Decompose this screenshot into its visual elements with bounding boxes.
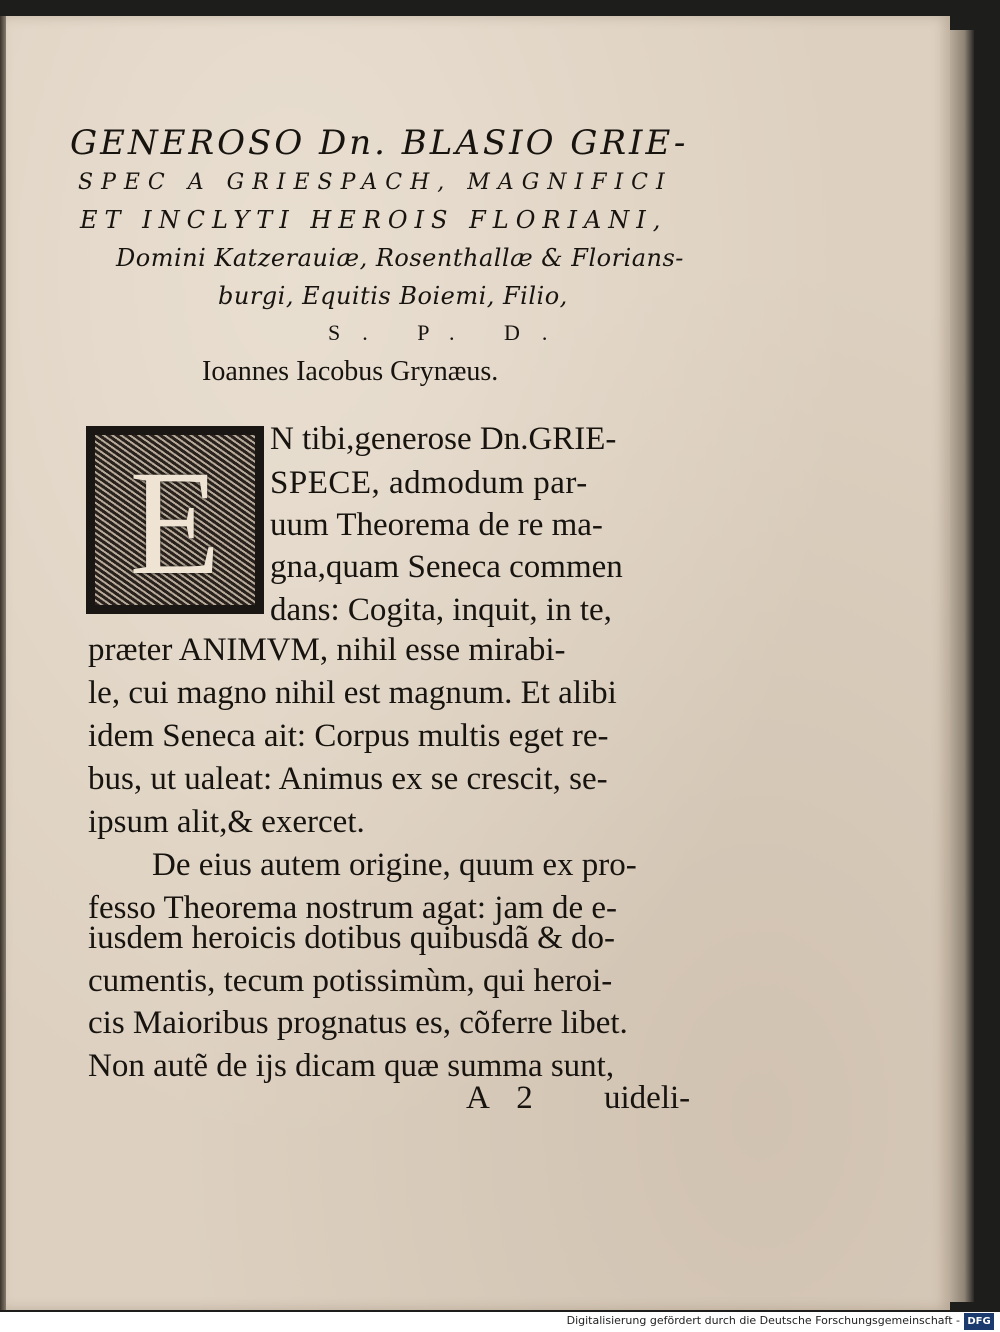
text-line: ipsum alit,& exercet. xyxy=(88,804,365,840)
text-line: cumentis, tecum potissimùm, qui heroi- xyxy=(88,963,613,999)
heading-line-4: Domini Katzerauiæ, Rosenthallæ & Florians- xyxy=(116,244,684,272)
text-line: uum Theorema de re ma- xyxy=(270,507,603,543)
dfg-logo: DFG xyxy=(964,1313,994,1330)
text-line: cis Maioribus prognatus es, cõferre libet. xyxy=(88,1005,628,1041)
text-line: De eius autem origine, quum ex pro- xyxy=(152,847,637,883)
text-line: idem Seneca ait: Corpus multis eget re- xyxy=(88,718,609,754)
heading-line-3: ET INCLYTI HEROIS FLORIANI, xyxy=(80,206,668,234)
text-line: Non autẽ de ijs dicam quæ summa sunt, xyxy=(88,1048,615,1084)
text-line: præter ANIMVM, nihil esse mirabi- xyxy=(88,632,566,668)
heading-line-5: burgi, Equitis Boiemi, Filio, xyxy=(218,282,568,310)
heading-line-1: GENEROSO Dn. BLASIO GRIE- xyxy=(70,123,689,163)
text-line: N tibi,generose Dn.GRIE- xyxy=(270,421,617,457)
salutation: S. P. D. xyxy=(328,320,570,345)
heading-line-2: SPEC A GRIESPACH, MAGNIFICI xyxy=(78,170,673,195)
author-name: Ioannes Iacobus Grynæus. xyxy=(202,356,499,387)
page-edge xyxy=(950,30,974,1302)
text-line: gna,quam Seneca commen xyxy=(270,549,623,585)
text-line: fesso Theorema nostrum agat: jam de e- xyxy=(88,890,618,926)
text-line: iusdem heroicis dotibus quibusdã & do- xyxy=(88,920,616,956)
text-line: SPECE, admodum par- xyxy=(270,465,588,501)
decorated-initial xyxy=(86,426,264,614)
funding-notice: Digitalisierung gefördert durch die Deutsche Forschungsgemeinschaft - xyxy=(566,1314,960,1327)
catchword: uideli- xyxy=(604,1080,691,1116)
text-line: le, cui magno nihil est magnum. Et alibi xyxy=(88,675,617,711)
signature-mark: A 2 xyxy=(466,1080,533,1116)
initial-letter: E xyxy=(129,440,221,606)
text-line: bus, ut ualeat: Animus ex se crescit, se- xyxy=(88,761,608,797)
text-line: dans: Cogita, inquit, in te, xyxy=(270,592,612,628)
